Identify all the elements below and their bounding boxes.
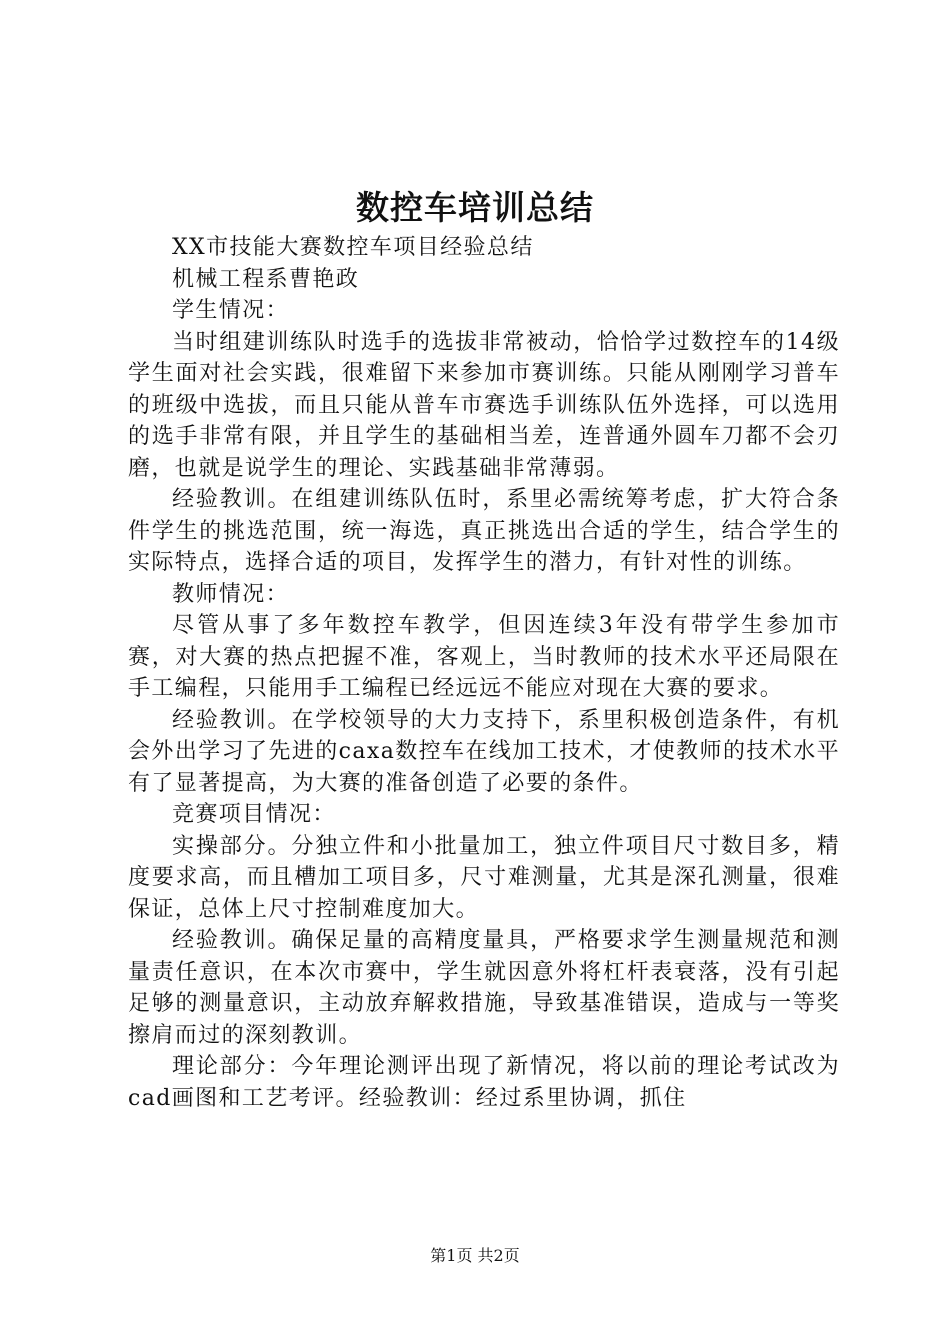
- paragraph-teachers-lessons: 经验教训。在学校领导的大力支持下，系里积极创造条件，有机会外出学习了先进的caxa数控车在线加工技术，才使教师的技术水平有了显著提高，为大赛的准备创造了必要的条件。: [128, 707, 840, 796]
- paragraph-teachers: 尽管从事了多年数控车教学，但因连续3年没有带学生参加市赛，对大赛的热点把握不准，客观上，当时教师的技术水平还局限在手工编程，只能用手工编程已经远远不能应对现在大赛的要求。: [128, 613, 840, 701]
- section-heading-teachers: 教师情况：: [172, 581, 290, 607]
- paragraph-subtitle: XX市技能大赛数控车项目经验总结: [172, 235, 534, 260]
- paragraph-author: 机械工程系曹艳政: [172, 266, 360, 292]
- section-heading-students: 学生情况：: [172, 298, 290, 323]
- section-heading-competition: 竞赛项目情况：: [172, 802, 336, 827]
- document-title: 数控车培训总结: [356, 188, 594, 227]
- paragraph-students-lessons: 经验教训。在组建训练队伍时，系里必需统筹考虑，扩大符合条件学生的挑选范围，统一海选，真正挑选出合适的学生，结合学生的实际特点，选择合适的项目，发挥学生的潜力，有针对性的训练。: [128, 487, 840, 575]
- page-indicator: 第1页 共2页: [430, 1246, 520, 1265]
- paragraph-practical: 实操部分。分独立件和小批量加工，独立件项目尺寸数目多，精度要求高，而且槽加工项目多，尺寸难测量，尤其是深孔测量，很难保证，总体上尺寸控制难度加大。: [128, 833, 840, 922]
- paragraph-theory: 理论部分：今年理论测评出现了新情况，将以前的理论考试改为cad画图和工艺考评。经验教训：经过系里协调，抓住: [128, 1054, 840, 1111]
- paragraph-practical-lessons: 经验教训。确保足量的高精度量具，严格要求学生测量规范和测量责任意识，在本次市赛中，学生就因意外将杠杆表衰落，没有引起足够的测量意识，主动放弃解救措施，导致基准错误，造成与一等奖擦肩而过的深刻教训。: [128, 928, 840, 1048]
- document-body: [128, 232, 840, 1114]
- paragraph-students: 当时组建训练队时选手的选拔非常被动，恰恰学过数控车的14级学生面对社会实践，很难留下来参加市赛训练。只能从刚刚学习普车的班级中选拔，而且只能从普车市赛选手训练队伍外选择，可以选用的选手非常有限，并且学生的基础相当差，连普通外圆车刀都不会刃磨，也就是说学生的理论、实践基础非常薄弱。: [128, 329, 840, 481]
